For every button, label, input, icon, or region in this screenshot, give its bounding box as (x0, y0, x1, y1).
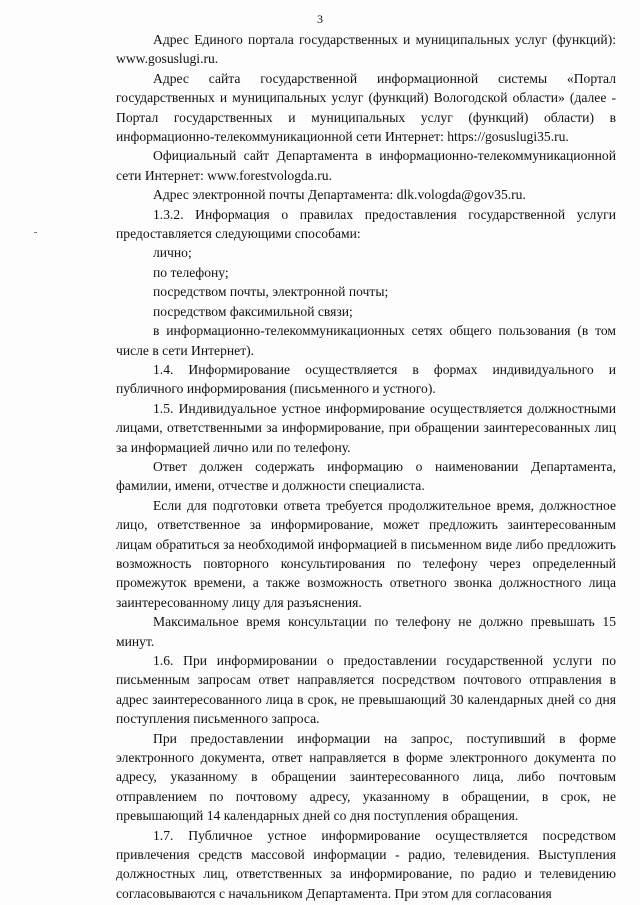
paragraph-electronic-request: При предоставлении информации на запрос, поступивший в форме электронного документа, ответ направляется в форме электронного документа по адресу, указанному в обращении заинтересованного лица, либо почтовым отправлением по почтовому адресу, указанному в обращении, в срок, не превышающий 14 календарных дней со дня поступления обращения. (116, 730, 616, 824)
document-body (116, 30, 616, 903)
paragraph-1-5: 1.5. Индивидуальное устное информирование осуществляется должностными лицами, ответственными за информирование, при обращении заинтересованных лиц за информацией лично или по телефону. (116, 400, 616, 455)
paragraph-portal-address: Адрес Единого портала государственных и муниципальных услуг (функций): www.gosuslugi.ru. (116, 32, 616, 67)
margin-mark (34, 232, 37, 233)
page-number: 3 (317, 12, 323, 26)
paragraph-1-3-2: 1.3.2. Информация о правилах предоставления государственной услуги предоставляется следующими способами: (116, 206, 616, 242)
paragraph-1-6: 1.6. При информировании о предоставлении государственной услуги по письменным запросам ответ направляется посредством почтового отправления в адрес заинтересованного лица в срок, не превышающий 30 календарных дней со дня поступления письменного запроса. (116, 653, 616, 727)
list-item-fax: посредством факсимильной связи; (153, 303, 353, 319)
paragraph-official-site: Официальный сайт Департамента в информационно-телекоммуникационной сети Интернет: www.forestvologda.ru. (116, 148, 616, 183)
list-item-in-person: лично; (153, 245, 192, 261)
paragraph-answer-content: Ответ должен содержать информацию о наименовании Департамента, фамилии, имени, отчестве и должности специалиста. (116, 458, 616, 494)
paragraph-1-7: 1.7. Публичное устное информирование осуществляется посредством привлечения средств массовой информации - радио, телевидения. Выступления должностных лиц, ответственных за информирование, по радио и телевидению согласовываются с начальником Департамента. При этом для согласования (116, 827, 616, 901)
paragraph-email-address: Адрес электронной почты Департамента: dlk.vologda@gov35.ru. (153, 187, 526, 203)
paragraph-1-4: 1.4. Информирование осуществляется в формах индивидуального и публичного информирования (письменного и устного). (116, 361, 616, 397)
list-item-phone: по телефону; (153, 264, 229, 280)
paragraph-long-answer: Если для подготовки ответа требуется продолжительное время, должностное лицо, ответственное за информирование, может предложить заинтересованным лицам обратиться за необходимой информацией в письменном виде либо предложить возможность повторного консультирования по телефону через определенный промежуток времени, а также возможность ответного звонка должностного лица заинтересованному лицу для разъяснения. (116, 497, 616, 610)
list-item-mail: посредством почты, электронной почты; (153, 284, 389, 300)
list-item-internet: в информационно-телекоммуникационных сетях общего пользования (в том числе в сети Интернет). (116, 323, 616, 358)
paragraph-max-time: Максимальное время консультации по телефону не должно превышать 15 минут. (116, 614, 616, 649)
paragraph-regional-portal-address: Адрес сайта государственной информационной системы «Портал государственных и муниципальных услуг (функций) Вологодской области» (далее - Портал государственных и муниципальных услуг (функций) области) в информационно-телекоммуникационной сети Интернет: https://gosuslugi35.ru. (116, 70, 616, 145)
